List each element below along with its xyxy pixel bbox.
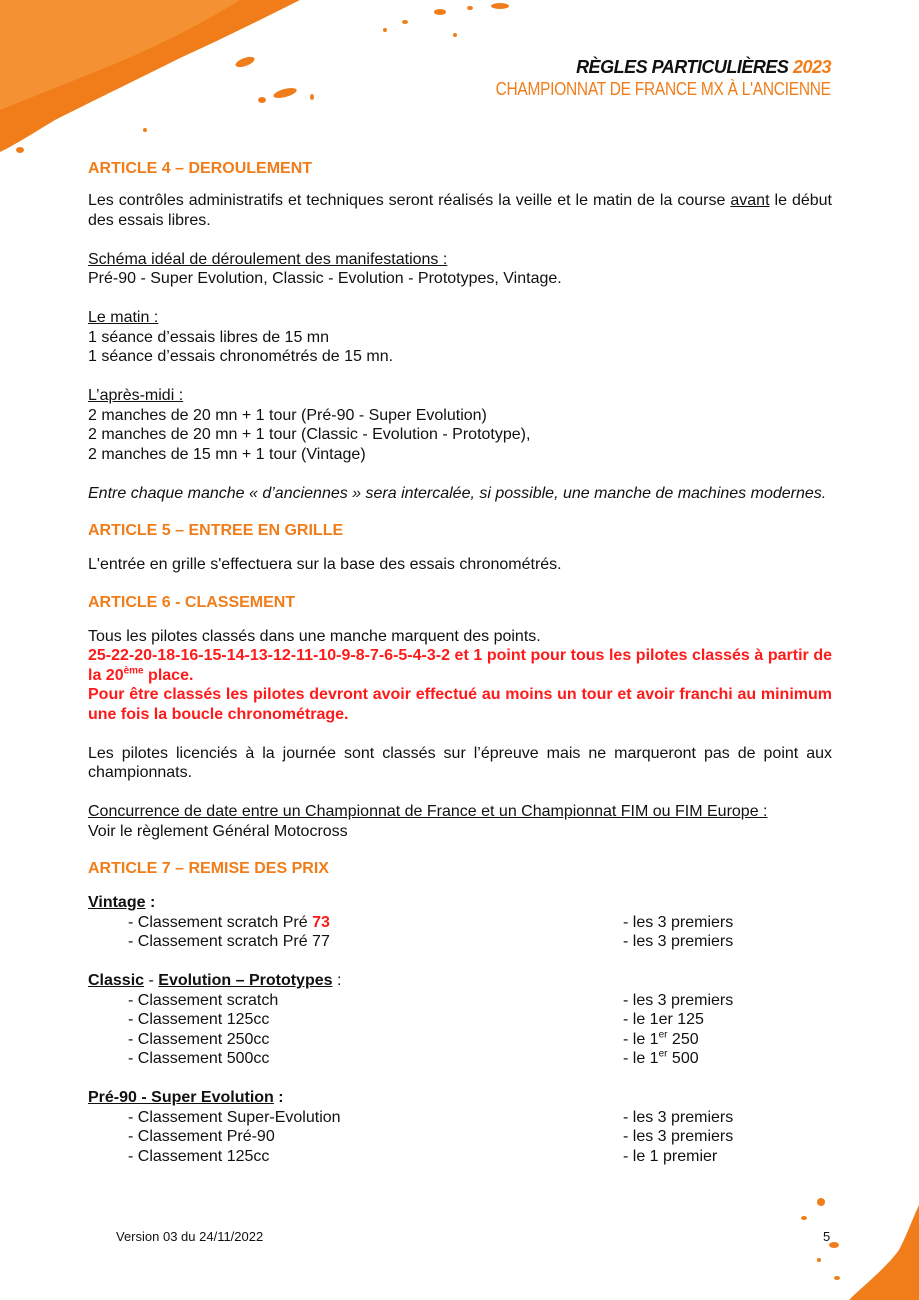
prize-row xyxy=(88,932,832,952)
classification-condition: Pour être classés les pilotes devront avoir effectué au moins un tour et avoir franchi au minimum une fois la boucle chronométrage. xyxy=(88,686,832,723)
classic-suffix: : xyxy=(332,972,342,989)
afternoon-label: L’après-midi : xyxy=(88,387,184,404)
prize-row-label: - Classement scratch xyxy=(128,991,279,1009)
prize-row xyxy=(88,991,832,1011)
article-4-title: ARTICLE 4 – DEROULEMENT xyxy=(88,160,313,177)
prize-row-award xyxy=(623,1049,832,1069)
points-scale-text: 25-22-20-18-16-15-14-13-12-11-10-9-8-7-6-5-4-3-2 et 1 point pour tous les pilotes classés à partir de la 20 xyxy=(88,647,832,684)
date-conflict-label: Concurrence de date entre un Championnat de France et un Championnat FIM ou FIM Europe : xyxy=(88,803,768,820)
prize-row xyxy=(88,913,832,933)
prize-row xyxy=(88,1147,832,1167)
date-conflict-text: Voir le règlement Général Motocross xyxy=(88,822,348,840)
footer-version: Version 03 du 24/11/2022 xyxy=(116,1229,264,1244)
prize-row-award: - les 3 premiers xyxy=(623,991,734,1009)
award-sup: er xyxy=(658,1029,668,1041)
prize-row-label-text: - Classement scratch Pré xyxy=(128,913,313,931)
page-number: 5 xyxy=(823,1229,831,1244)
schema-label: Schéma idéal de déroulement des manifestations : xyxy=(88,250,448,268)
art4-p1-underlined: avant xyxy=(730,192,770,209)
article-4-note: Entre chaque manche « d’anciennes » sera intercalée, si possible, une manche de machines modernes. xyxy=(88,484,827,502)
award-text: - le 1 xyxy=(623,1050,659,1067)
afternoon-item-1: 2 manches de 20 mn + 1 tour (Pré-90 - Super Evolution) xyxy=(88,406,487,424)
points-scale-end: place. xyxy=(143,666,194,684)
prize-row-award: - les 3 premiers xyxy=(623,933,734,950)
points-scale-sup: ème xyxy=(123,665,144,677)
award-sup: er xyxy=(658,1048,668,1060)
vintage-label: Vintage xyxy=(88,894,146,911)
prize-row xyxy=(88,1049,832,1069)
day-licence-note: Les pilotes licenciés à la journée sont classés sur l’épreuve mais ne marqueront pas de point aux championnats. xyxy=(88,744,832,781)
prize-row-label: - Classement Pré-90 xyxy=(128,1128,275,1145)
prize-row-label-highlight: 73 xyxy=(312,913,330,931)
art4-p1-b: le début des essais libres. xyxy=(88,192,833,229)
article-6-title: ARTICLE 6 - CLASSEMENT xyxy=(88,593,296,611)
article-5-title: ARTICLE 5 – ENTREE EN GRILLE xyxy=(88,522,344,539)
pre90-heading xyxy=(88,1088,832,1108)
pre90-suffix: : xyxy=(273,1089,284,1106)
prize-row-award: - les 3 premiers xyxy=(623,913,734,931)
article-5-text: L'entrée en grille s'effectuera sur la base des essais chronométrés. xyxy=(88,556,562,573)
prize-row-award xyxy=(623,1030,832,1050)
prize-row-award: - les 3 premiers xyxy=(623,1128,734,1145)
afternoon-item-2: 2 manches de 20 mn + 1 tour (Classic - Evolution - Prototype), xyxy=(88,426,531,443)
evolution-prototypes-label: Evolution – Prototypes xyxy=(158,972,333,989)
classic-label: Classic xyxy=(88,972,145,989)
prize-row xyxy=(88,1127,832,1147)
award-text: - le 1 xyxy=(623,1030,659,1048)
schema-text: Pré-90 - Super Evolution, Classic - Evolution - Prototypes, Vintage. xyxy=(88,270,562,287)
document-body xyxy=(88,159,832,1166)
award-text-end: 250 xyxy=(667,1030,699,1048)
morning-item-1: 1 séance d’essais libres de 15 mn xyxy=(88,328,330,346)
classic-separator: - xyxy=(144,972,159,989)
morning-item-2: 1 séance d’essais chronométrés de 15 mn. xyxy=(88,348,394,365)
vintage-heading xyxy=(88,893,832,913)
morning-label: Le matin : xyxy=(88,309,159,326)
header-year: 2023 xyxy=(792,57,831,77)
article-7-title: ARTICLE 7 – REMISE DES PRIX xyxy=(88,860,329,877)
prize-row-label: - Classement scratch Pré 77 xyxy=(128,933,330,950)
afternoon-item-3: 2 manches de 15 mn + 1 tour (Vintage) xyxy=(88,445,366,463)
prize-row-label: - Classement Super-Evolution xyxy=(128,1108,341,1126)
prize-row-label: - Classement 250cc xyxy=(128,1030,270,1048)
art4-p1-a: Les contrôles administratifs et techniques seront réalisés la veille et le matin de la course xyxy=(88,192,731,209)
decorative-brush-splash-bottom xyxy=(789,1190,919,1300)
prize-row-label: - Classement 500cc xyxy=(128,1050,270,1067)
prize-row xyxy=(88,1108,832,1128)
article-6-intro: Tous les pilotes classés dans une manche marquent des points. xyxy=(88,627,541,645)
header-title xyxy=(441,56,831,78)
prize-row-label xyxy=(88,913,623,933)
prize-row-label: - Classement 125cc xyxy=(128,1011,270,1028)
prize-row-label: - Classement 125cc xyxy=(128,1147,270,1165)
classic-heading xyxy=(88,971,832,991)
award-text-end: 500 xyxy=(667,1050,699,1067)
document-header xyxy=(441,56,831,100)
prize-row-award: - le 1 premier xyxy=(623,1147,718,1165)
pre90-label: Pré-90 - Super Evolution xyxy=(88,1089,274,1106)
header-title-text: RÈGLES PARTICULIÈRES xyxy=(576,57,789,77)
vintage-suffix: : xyxy=(145,894,156,911)
article-4-intro xyxy=(88,191,832,230)
points-scale xyxy=(88,646,832,685)
prize-row-award: - les 3 premiers xyxy=(623,1108,734,1126)
prize-row-award: - le 1er 125 xyxy=(623,1011,704,1028)
prize-row xyxy=(88,1030,832,1050)
header-subtitle: CHAMPIONNAT DE FRANCE MX À L'ANCIENNE xyxy=(495,79,831,99)
prize-row xyxy=(88,1010,832,1030)
